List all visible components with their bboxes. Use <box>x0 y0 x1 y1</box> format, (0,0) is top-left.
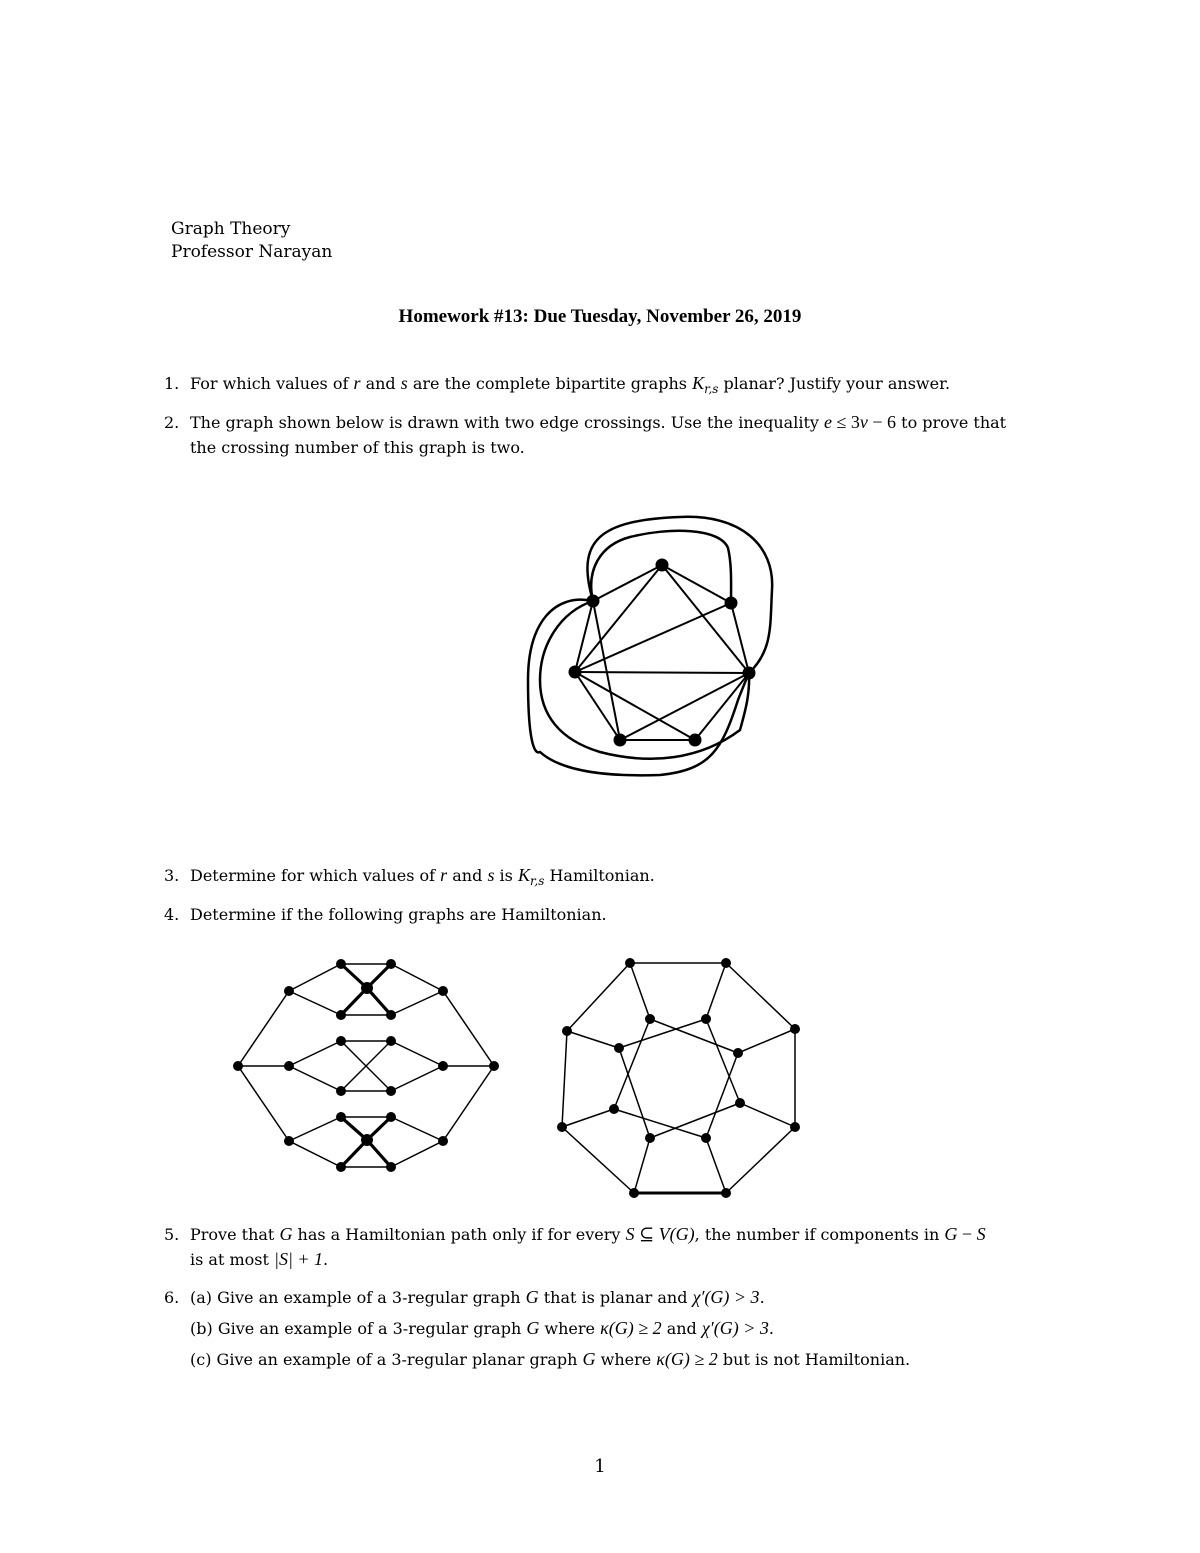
question-text: The graph shown below is drawn with two edge crossings. Use the inequality e ≤ 3v − 6 to prove that the crossing number of this graph is two. <box>190 412 1007 457</box>
question-text: Determine for which values of r and s is $K_{r,s}$ Hamiltonian. <box>190 865 655 889</box>
question-number: 6. <box>164 1288 180 1307</box>
question-text: For which values of r and s are the complete bipartite graphs $K_{r,s}$ planar? Justify your answer. <box>190 373 951 397</box>
question-6a: (a) Give an example of a 3-regular graph G that is planar and χ′(G) > 3. <box>190 1287 765 1307</box>
page-number: 1 <box>594 1456 606 1477</box>
question-number: 4. <box>164 905 180 924</box>
question-number: 1. <box>164 374 180 393</box>
question-6b: (b) Give an example of a 3-regular graph G where κ(G) ≥ 2 and χ′(G) > 3. <box>190 1318 774 1338</box>
page-title: Homework #13: Due Tuesday, November 26, 2019 <box>398 306 802 327</box>
course-name: Graph Theory <box>171 219 291 239</box>
question-6 <box>164 1285 1084 1375</box>
question-number: 5. <box>164 1225 180 1244</box>
question-text: Determine if the following graphs are Hamiltonian. <box>190 905 607 924</box>
question-number: 3. <box>164 866 180 885</box>
question-number: 2. <box>164 413 180 432</box>
professor-name: Professor Narayan <box>171 242 333 262</box>
question-text: Prove that G has a Hamiltonian path only if for every S ⊆ V(G), the number if components in G − S is at most |S| + 1. <box>190 1224 986 1269</box>
question-6c: (c) Give an example of a 3-regular planar graph G where κ(G) ≥ 2 but is not Hamiltonian. <box>190 1349 911 1369</box>
question-5 <box>164 1222 1084 1272</box>
